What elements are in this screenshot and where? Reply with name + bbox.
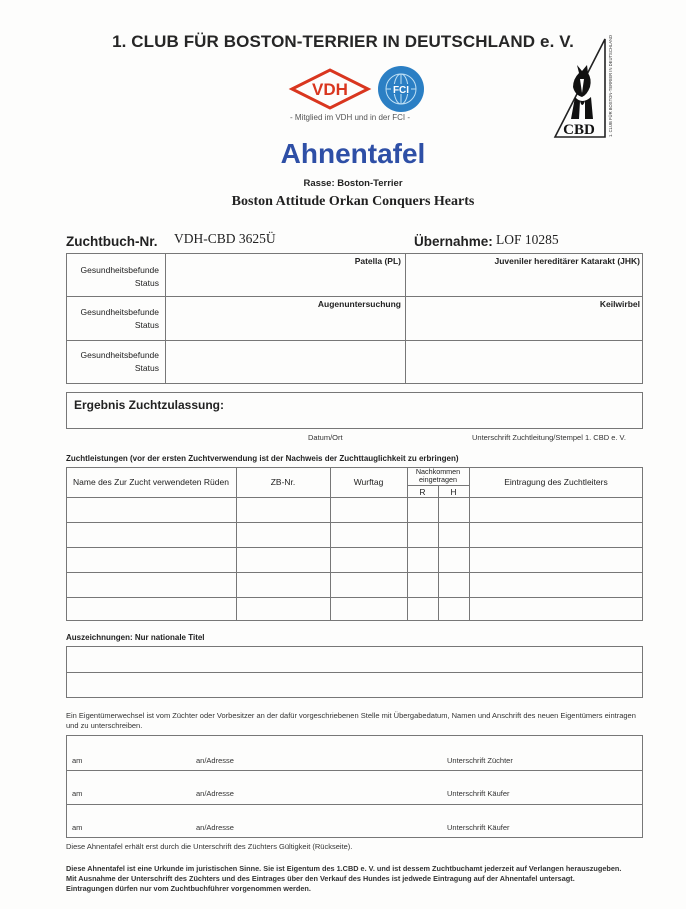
eigentum-adresse-1: an/Adresse bbox=[196, 756, 234, 765]
eigentum-note: Ein Eigentümerwechsel ist vom Züchter oder Vorbesitzer an der dafür vorgeschriebenen Stelle mit Übergabedatum, Namen und Anschrift des neuen Eigentümers eintragen und zu unterschreiben. bbox=[66, 711, 636, 730]
legal-footer bbox=[66, 864, 646, 894]
col-r-header: R bbox=[419, 487, 426, 497]
augen-label: Augenuntersuchung bbox=[317, 299, 401, 309]
breed-label: Rasse: Boston-Terrier bbox=[303, 178, 403, 189]
datum-ort-label: Datum/Ort bbox=[308, 433, 343, 442]
eigentum-adresse-3: an/Adresse bbox=[196, 823, 234, 832]
vdh-logo bbox=[288, 67, 372, 111]
fci-logo-text: FCI bbox=[392, 85, 410, 96]
zuchtbuch-value: VDH-CBD 3625Ü bbox=[174, 231, 276, 246]
legal-footer-line-2: Mit Ausnahme der Unterschrift des Züchters und des Eintrages über den Verkauf des Hundes ist jedwede Eintragung auf der Ahnentafel untersagt. bbox=[66, 874, 575, 883]
unterschrift-zuchtleitung-label: Unterschrift Zuchtleitung/Stempel 1. CBD e. V. bbox=[472, 433, 626, 442]
col-eintragung-header: Eintragung des Zuchtleiters bbox=[504, 477, 608, 487]
dog-name: Boston Attitude Orkan Conquers Hearts bbox=[231, 194, 475, 209]
eigentum-am-2: am bbox=[72, 789, 83, 798]
col-name-header: Name des Zur Zucht verwendeten Rüden bbox=[73, 477, 229, 487]
eigentum-adresse-2: an/Adresse bbox=[196, 789, 234, 798]
ergebnis-label: Ergebnis Zuchtzulassung: bbox=[74, 398, 225, 412]
uebernahme-value: LOF 10285 bbox=[496, 232, 559, 247]
patella-label: Patella (PL) bbox=[354, 256, 401, 266]
health-row-label-1: Gesundheitsbefunde Status bbox=[80, 265, 159, 288]
jhk-label: Juveniler hereditärer Katarakt (JHK) bbox=[494, 256, 640, 266]
cbd-logo bbox=[549, 35, 617, 143]
cbd-side-text: 1. CLUB FÜR BOSTON-TERRIER IN DEUTSCHLAND e.V. bbox=[608, 35, 613, 137]
eigentum-am-1: am bbox=[72, 756, 83, 765]
cbd-logo-text: CBD bbox=[563, 122, 595, 138]
legal-footer-line-3: Eintragungen dürfen nur vom Zuchtbuchführer vorgenommen werden. bbox=[66, 884, 311, 893]
member-note: - Mitglied im VDH und in der FCI - bbox=[289, 113, 411, 122]
zuchtleistungen-heading: Zuchtleistungen (vor der ersten Zuchtverwendung ist der Nachweis der Zuchttauglichkeit zu erbringen) bbox=[66, 454, 459, 463]
club-title: 1. CLUB FÜR BOSTON-TERRIER IN DEUTSCHLAND e. V. bbox=[112, 32, 574, 51]
document-title: Ahnentafel bbox=[280, 138, 426, 169]
validity-note: Diese Ahnentafel erhält erst durch die Unterschrift des Züchters Gültigkeit (Rückseite). bbox=[66, 842, 353, 851]
keilwirbel-label: Keilwirbel bbox=[599, 299, 640, 309]
health-row-label-2: Gesundheitsbefunde Status bbox=[80, 307, 159, 330]
eigentum-unterschrift-1: Unterschrift Züchter bbox=[447, 756, 513, 765]
zuchtbuch-label: Zuchtbuch-Nr. bbox=[66, 234, 158, 249]
eigentum-unterschrift-2: Unterschrift Käufer bbox=[447, 789, 510, 798]
vdh-logo-text: VDH bbox=[312, 80, 348, 99]
auszeichnungen-heading: Auszeichnungen: Nur nationale Titel bbox=[66, 633, 205, 642]
eigentum-am-3: am bbox=[72, 823, 83, 832]
col-h-header: H bbox=[450, 487, 457, 497]
fci-logo bbox=[376, 64, 426, 114]
col-zb-header: ZB-Nr. bbox=[270, 477, 296, 487]
eigentum-unterschrift-3: Unterschrift Käufer bbox=[447, 823, 510, 832]
health-row-label-3: Gesundheitsbefunde Status bbox=[80, 350, 159, 373]
legal-footer-line-1: Diese Ahnentafel ist eine Urkunde im juristischen Sinne. Sie ist Eigentum des 1.CBD e. V. und ist dessem Zuchtbuchamt jederzeit auf Verlangen herauszugeben. bbox=[66, 864, 622, 873]
eigentum-box bbox=[66, 735, 643, 838]
col-wurftag-header: Wurftag bbox=[353, 477, 384, 487]
uebernahme-label: Übernahme: bbox=[414, 234, 493, 249]
col-nachkommen-header: Nachkommen eingetragen bbox=[415, 467, 461, 484]
